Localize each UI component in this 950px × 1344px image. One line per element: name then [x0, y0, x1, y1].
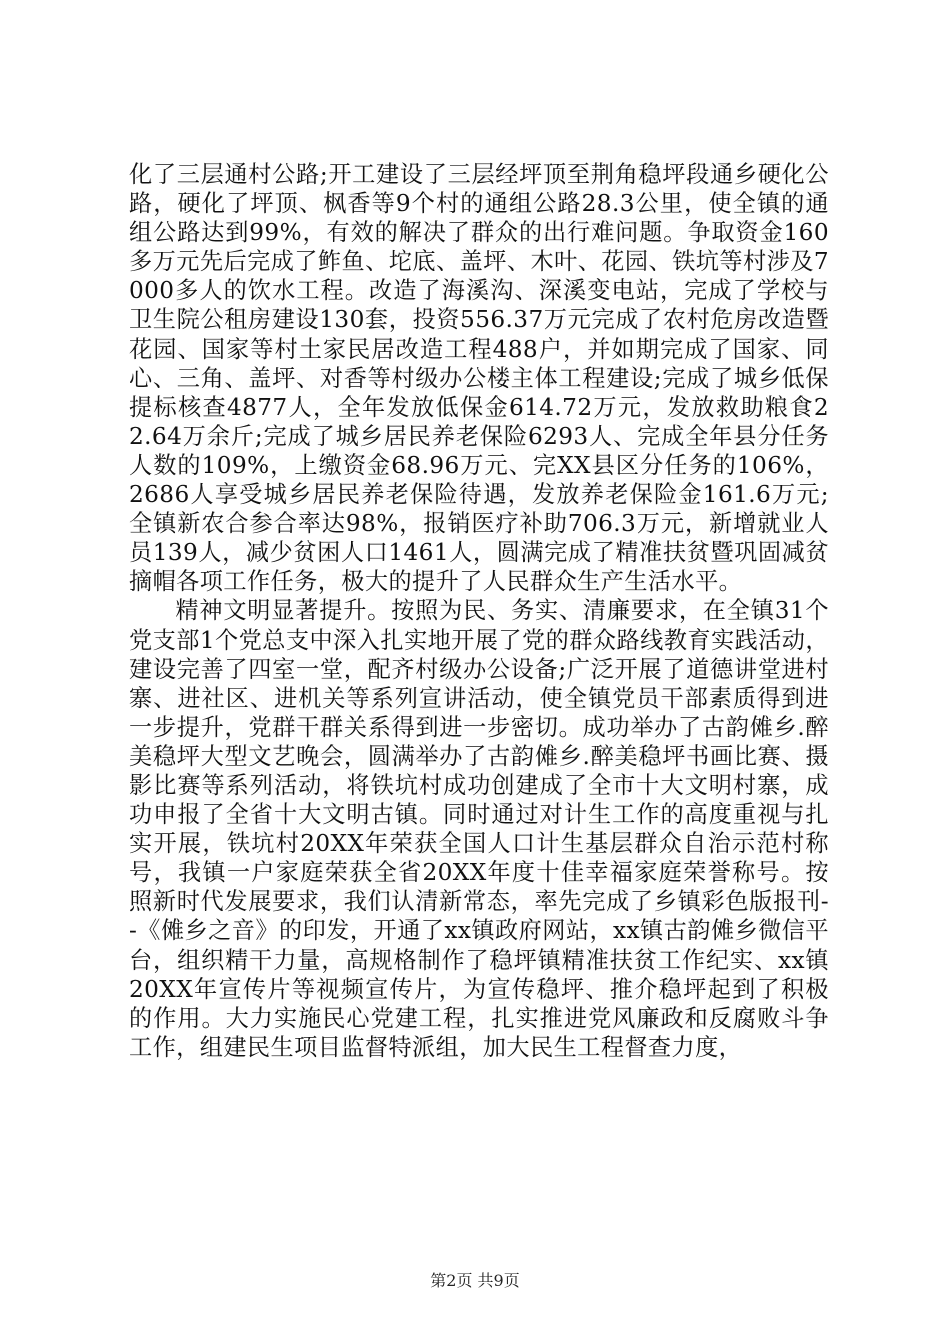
paragraph-continued: 化了三层通村公路;开工建设了三层经坪顶至荆角稳坪段通乡硬化公路，硬化了坪顶、枫香等9个村的通组公路28.3公里，使全镇的通组公路达到99%，有效的解决了群众的出行难问题。争取资金160多万元先后完成了鲊鱼、坨底、盖坪、木叶、花园、铁坑等村涉及7000多人的饮水工程。改造了海溪沟、深溪变电站，完成了学校与卫生院公租房建设130套，投资556.37万元完成了农村危房改造暨花园、国家等村土家民居改造工程488户，并如期完成了国家、同心、三角、盖坪、对香等村级办公楼主体工程建设;完成了城乡低保提标核查4877人，全年发放低保金614.72万元，发放救助粮食22.64万余斤;完成了城乡居民养老保险6293人、完成全年县分任务人数的109%，上缴资金68.96万元、完XX县区分任务的106%，2686人享受城乡居民养老保险待遇，发放养老保险金161.6万元;全镇新农合参合率达98%，报销医疗补助706.3万元，新增就业人员139人，减少贫困人口1461人，圆满完成了精准扶贫暨巩固减贫摘帽各项工作任务，极大的提升了人民群众生产生活水平。 [129, 161, 829, 596]
page-number-label: 第2页 共9页 [430, 1271, 520, 1290]
document-body [129, 160, 829, 1062]
paragraph-spiritual-civilization: 精神文明显著提升。按照为民、务实、清廉要求，在全镇31个党支部1个党总支中深入扎实地开展了党的群众路线教育实践活动，建设完善了四室一堂，配齐村级办公设备;广泛开展了道德讲堂进村寨、进社区、进机关等系列宣讲活动，使全镇党员干部素质得到进一步提升，党群干群关系得到进一步密切。成功举办了古韵傩乡.醉美稳坪大型文艺晚会，圆满举办了古韵傩乡.醉美稳坪书画比赛、摄影比赛等系列活动，将铁坑村成功创建成了全市十大文明村寨，成功申报了全省十大文明古镇。同时通过对计生工作的高度重视与扎实开展，铁坑村20XX年荣获全国人口计生基层群众自治示范村称号，我镇一户家庭荣获全省20XX年度十佳幸福家庭荣誉称号。按照新时代发展要求，我们认清新常态，率先完成了乡镇彩色版报刊--《傩乡之音》的印发，开通了xx镇政府网站，xx镇古韵傩乡微信平台，组织精干力量，高规格制作了稳坪镇精准扶贫工作纪实、xx镇20XX年宣传片等视频宣传片，为宣传稳坪、推介稳坪起到了积极的作用。大力实施民心党建工程，扎实推进党风廉政和反腐败斗争工作，组建民生项目监督特派组，加大民生工程督查力度， [129, 597, 829, 1061]
page-footer [0, 1271, 950, 1291]
